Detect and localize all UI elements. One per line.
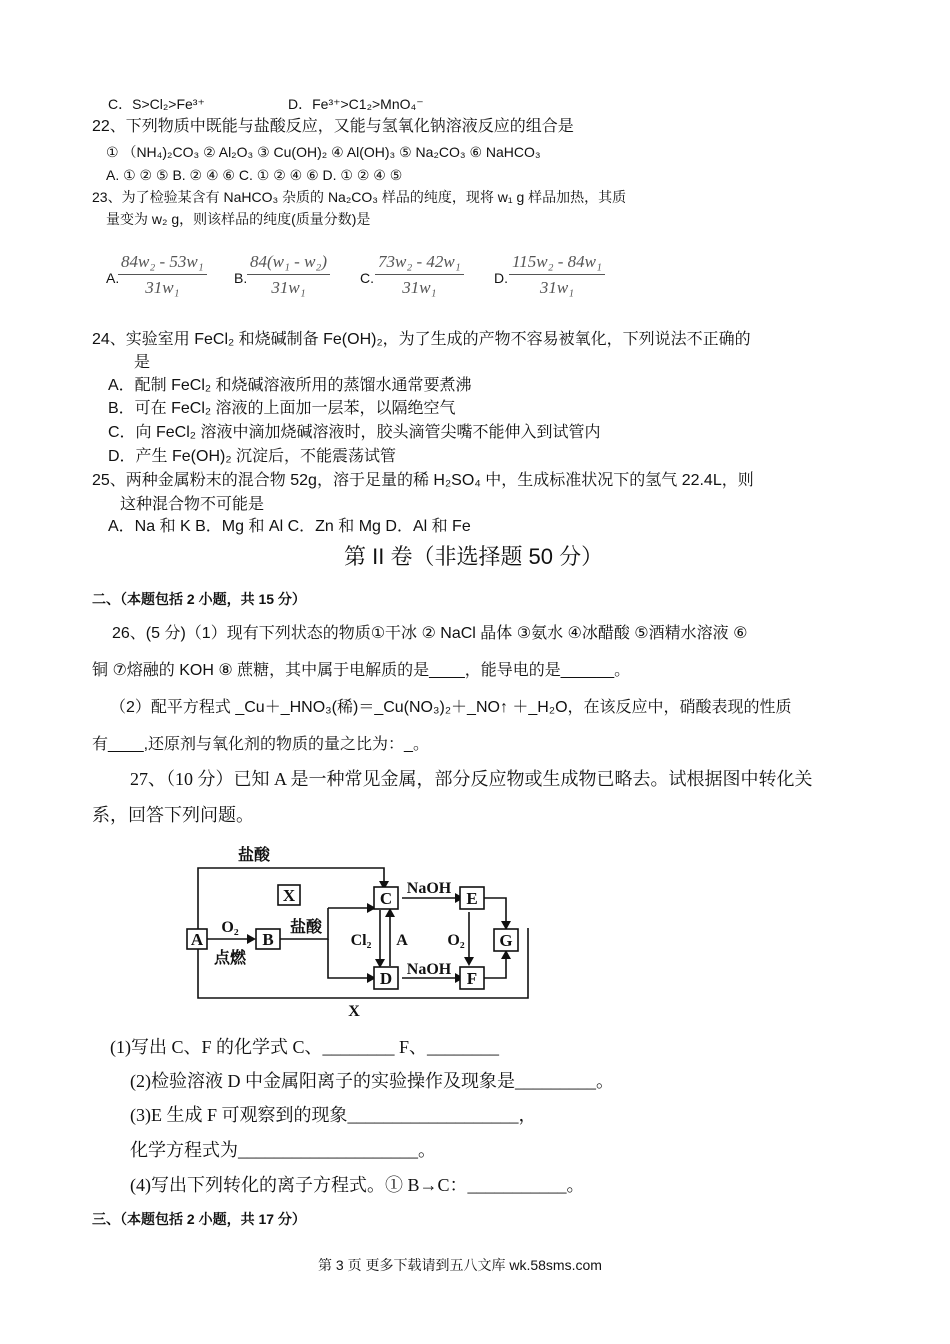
q23-option-b-fraction	[247, 250, 330, 301]
page-footer: 第 3 页 更多下载请到五八文库 wk.58sms.com	[318, 1257, 602, 1273]
q26-line-3: （2）配平方程式 _Cu＋_HNO₃(稀)＝_Cu(NO₃)₂＋_NO↑ ＋_H₂O，在该反应中，硝酸表现的性质	[110, 699, 792, 716]
q27-subquestion-4: (4)写出下列转化的离子方程式。① B→C：___________。	[130, 1175, 585, 1195]
q23-option-a-denominator: 31w₁	[145, 278, 180, 297]
section-3-heading: 三、（本题包括 2 小题，共 17 分）	[92, 1211, 306, 1227]
q21-option-d: D．Fe³⁺>C1₂>MnO₄⁻	[288, 96, 424, 112]
node-e: E	[466, 889, 478, 908]
q25-stem-2: 这种混合物不可能是	[120, 496, 265, 513]
label-hcl-top: 盐酸	[237, 847, 271, 864]
label-x-bottom: X	[348, 1003, 360, 1018]
q23-option-c-denominator: 31w₁	[402, 278, 437, 297]
q24-option-c: C．向 FeCl₂ 溶液中滴加烧碱溶液时，胶头滴管尖嘴不能伸入到试管内	[108, 424, 601, 441]
q23-option-b-denominator: 31w₁	[271, 278, 306, 297]
reaction-flow-diagram	[180, 838, 540, 1018]
q27-subquestion-2: (2)检验溶液 D 中金属阳离子的实验操作及现象是_________。	[130, 1071, 614, 1091]
node-b: B	[262, 930, 274, 949]
q23-option-c-numerator: 73w₂ - 42w₁	[375, 250, 464, 275]
q23-option-d-numerator: 115w₂ - 84w₁	[509, 250, 605, 275]
q27-line-1: 27、（10 分）已知 A 是一种常见金属，部分反应物或生成物已略去。试根据图中转化关	[130, 769, 813, 789]
q26-line-1: 26、(5 分)（1）现有下列状态的物质①干冰 ② NaCl 晶体 ③氨水 ④冰醋酸 ⑤酒精水溶液 ⑥	[112, 625, 748, 642]
q27-subquestion-3-equation: 化学方程式为____________________。	[130, 1140, 436, 1160]
node-x: X	[282, 886, 296, 905]
q25-stem-1: 25、两种金属粉末的混合物 52g，溶于足量的稀 H₂SO₄ 中，生成标准状况下的氢气 22.4L，则	[92, 472, 754, 489]
q22-items: ① （NH₄)₂CO₃ ② Al₂O₃ ③ Cu(OH)₂ ④ Al(OH)₃ ⑤ Na₂CO₃ ⑥ NaHCO₃	[106, 144, 541, 160]
label-o2-right: O₂	[447, 932, 465, 949]
q23-option-b-numerator: 84(w₁ - w₂)	[247, 250, 330, 275]
q24-option-a: A．配制 FeCl₂ 和烧碱溶液所用的蒸馏水通常要煮沸	[108, 377, 472, 394]
q23-option-a-numerator: 84w₂ - 53w₁	[118, 250, 207, 275]
label-naoh-bottom: NaOH	[406, 961, 452, 978]
q23-stem-1: 23、为了检验某含有 NaHCO₃ 杂质的 Na₂CO₃ 样品的纯度，现将 w₁ g 样品加热，其质	[92, 189, 627, 205]
q24-option-d: D．产生 Fe(OH)₂ 沉淀后，不能震荡试管	[108, 448, 396, 465]
label-cl2: Cl₂	[350, 932, 372, 949]
node-f: F	[466, 969, 478, 988]
label-o2: O₂	[221, 919, 239, 936]
q26-line-4: 有____,还原剂与氧化剂的物质的量之比为：_。	[92, 736, 429, 753]
q27-line-2: 系，回答下列问题。	[92, 805, 254, 825]
node-d: D	[379, 969, 393, 988]
q21-option-c: C．S>Cl₂>Fe³⁺	[108, 96, 205, 112]
label-ignite: 点燃	[213, 950, 247, 967]
part-2-title: 第 II 卷（非选择题 50 分）	[344, 544, 604, 569]
q26-line-2: 铜 ⑦熔融的 KOH ⑧ 蔗糖，其中属于电解质的是____，能导电的是______。	[92, 662, 631, 679]
q23-option-d-denominator: 31w₁	[539, 278, 575, 297]
q27-subquestion-1: (1)写出 C、F 的化学式 C、________ F、________	[110, 1037, 500, 1057]
q22-stem: 22、下列物质中既能与盐酸反应，又能与氢氧化钠溶液反应的组合是	[92, 118, 574, 135]
q24-option-b: B．可在 FeCl₂ 溶液的上面加一层苯，以隔绝空气	[108, 400, 456, 417]
node-g: G	[499, 931, 513, 950]
label-naoh-top: NaOH	[406, 880, 452, 897]
q24-stem-1: 24、实验室用 FeCl₂ 和烧碱制备 Fe(OH)₂，为了生成的产物不容易被氧化，下列说法不正确的	[92, 331, 751, 348]
q27-subquestion-3: (3)E 生成 F 可观察到的现象___________________，	[130, 1105, 537, 1125]
node-a: A	[190, 930, 204, 949]
q22-options: A. ① ② ⑤ B. ② ④ ⑥ C. ① ② ④ ⑥ D. ① ② ④ ⑤	[106, 167, 403, 183]
label-hcl-mid: 盐酸	[289, 919, 323, 936]
q23-option-a-fraction	[118, 250, 207, 301]
node-c: C	[379, 889, 393, 908]
q25-options: A．Na 和 K B．Mg 和 Al C．Zn 和 Mg D．Al 和 Fe	[108, 518, 471, 535]
q23-option-c-label: C.	[360, 270, 374, 286]
q23-option-d-fraction	[509, 250, 605, 301]
q23-option-a-label: A.	[106, 270, 120, 286]
q23-option-b-label: B.	[234, 270, 248, 286]
q23-option-d-label: D.	[494, 270, 508, 286]
q24-stem-2: 是	[134, 354, 151, 371]
q23-stem-2: 量变为 w₂ g，则该样品的纯度(质量分数)是	[106, 211, 371, 227]
section-2-heading: 二、（本题包括 2 小题，共 15 分）	[92, 591, 306, 607]
label-a: A	[396, 932, 408, 949]
q23-option-c-fraction	[375, 250, 464, 301]
